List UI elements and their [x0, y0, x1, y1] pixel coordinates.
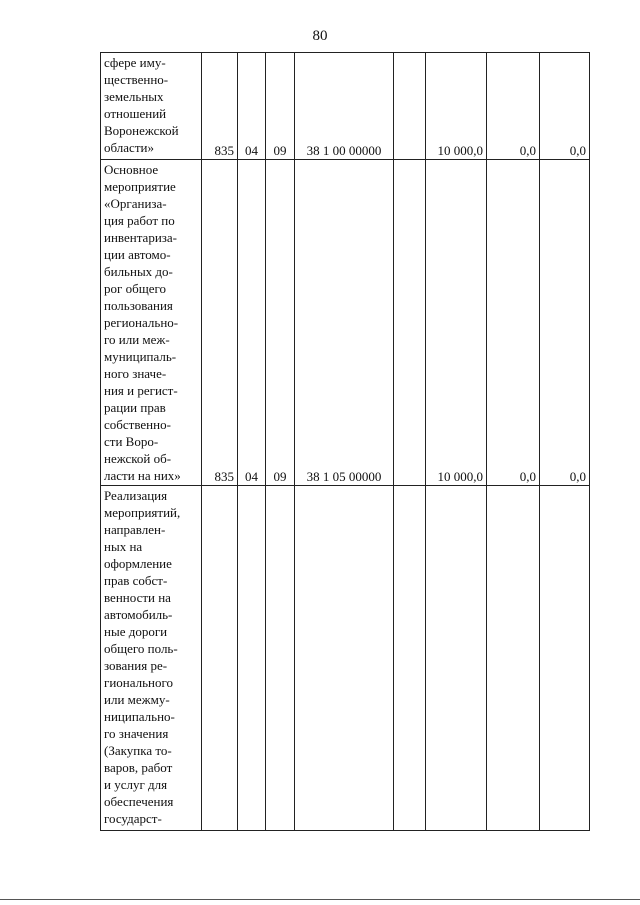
value-1-cell: 10 000,0	[426, 53, 487, 160]
row-name: Реализация мероприятий, направлен- ных на оформление прав собст- венности на автомобиль- ные дороги общего поль- зования ре- гионального или межму- ниципально- го значения (Закупка то- варов, работ и услуг для обеспечения государст-	[101, 486, 202, 831]
csr-cell: 38 1 00 00000	[295, 53, 394, 160]
vr-cell	[394, 486, 426, 831]
csr-cell: 38 1 05 00000	[295, 160, 394, 486]
page-number: 80	[312, 28, 328, 44]
gr-cell: 835	[202, 160, 238, 486]
value-3-cell: 0,0	[540, 53, 590, 160]
gr-cell: 835	[202, 53, 238, 160]
csr-cell	[295, 486, 394, 831]
gr-cell	[202, 486, 238, 831]
budget-table	[100, 52, 590, 831]
vr-cell	[394, 53, 426, 160]
table-row	[101, 53, 590, 160]
table-row	[101, 486, 590, 831]
value-1-cell: 10 000,0	[426, 160, 487, 486]
value-3-cell: 0,0	[540, 160, 590, 486]
value-2-cell: 0,0	[487, 160, 540, 486]
vr-cell	[394, 160, 426, 486]
rz-cell	[238, 486, 266, 831]
pr-cell	[266, 486, 295, 831]
value-2-cell	[487, 486, 540, 831]
pr-cell: 09	[266, 53, 295, 160]
row-name: сфере иму- щественно- земельных отношений Воронежской области»	[101, 53, 202, 160]
rz-cell: 04	[238, 53, 266, 160]
rz-cell: 04	[238, 160, 266, 486]
value-3-cell	[540, 486, 590, 831]
table-row	[101, 160, 590, 486]
page-bottom-divider	[0, 899, 640, 900]
value-2-cell: 0,0	[487, 53, 540, 160]
row-name: Основное мероприятие «Организа- ция работ по инвентаризa- ции автомо- бильных до- рог общего пользования регионально- го или меж- муниципаль- ного значе- ния и регист- рации прав собственно- сти Воро- нежской об- ласти на них»	[101, 160, 202, 486]
value-1-cell	[426, 486, 487, 831]
pr-cell: 09	[266, 160, 295, 486]
